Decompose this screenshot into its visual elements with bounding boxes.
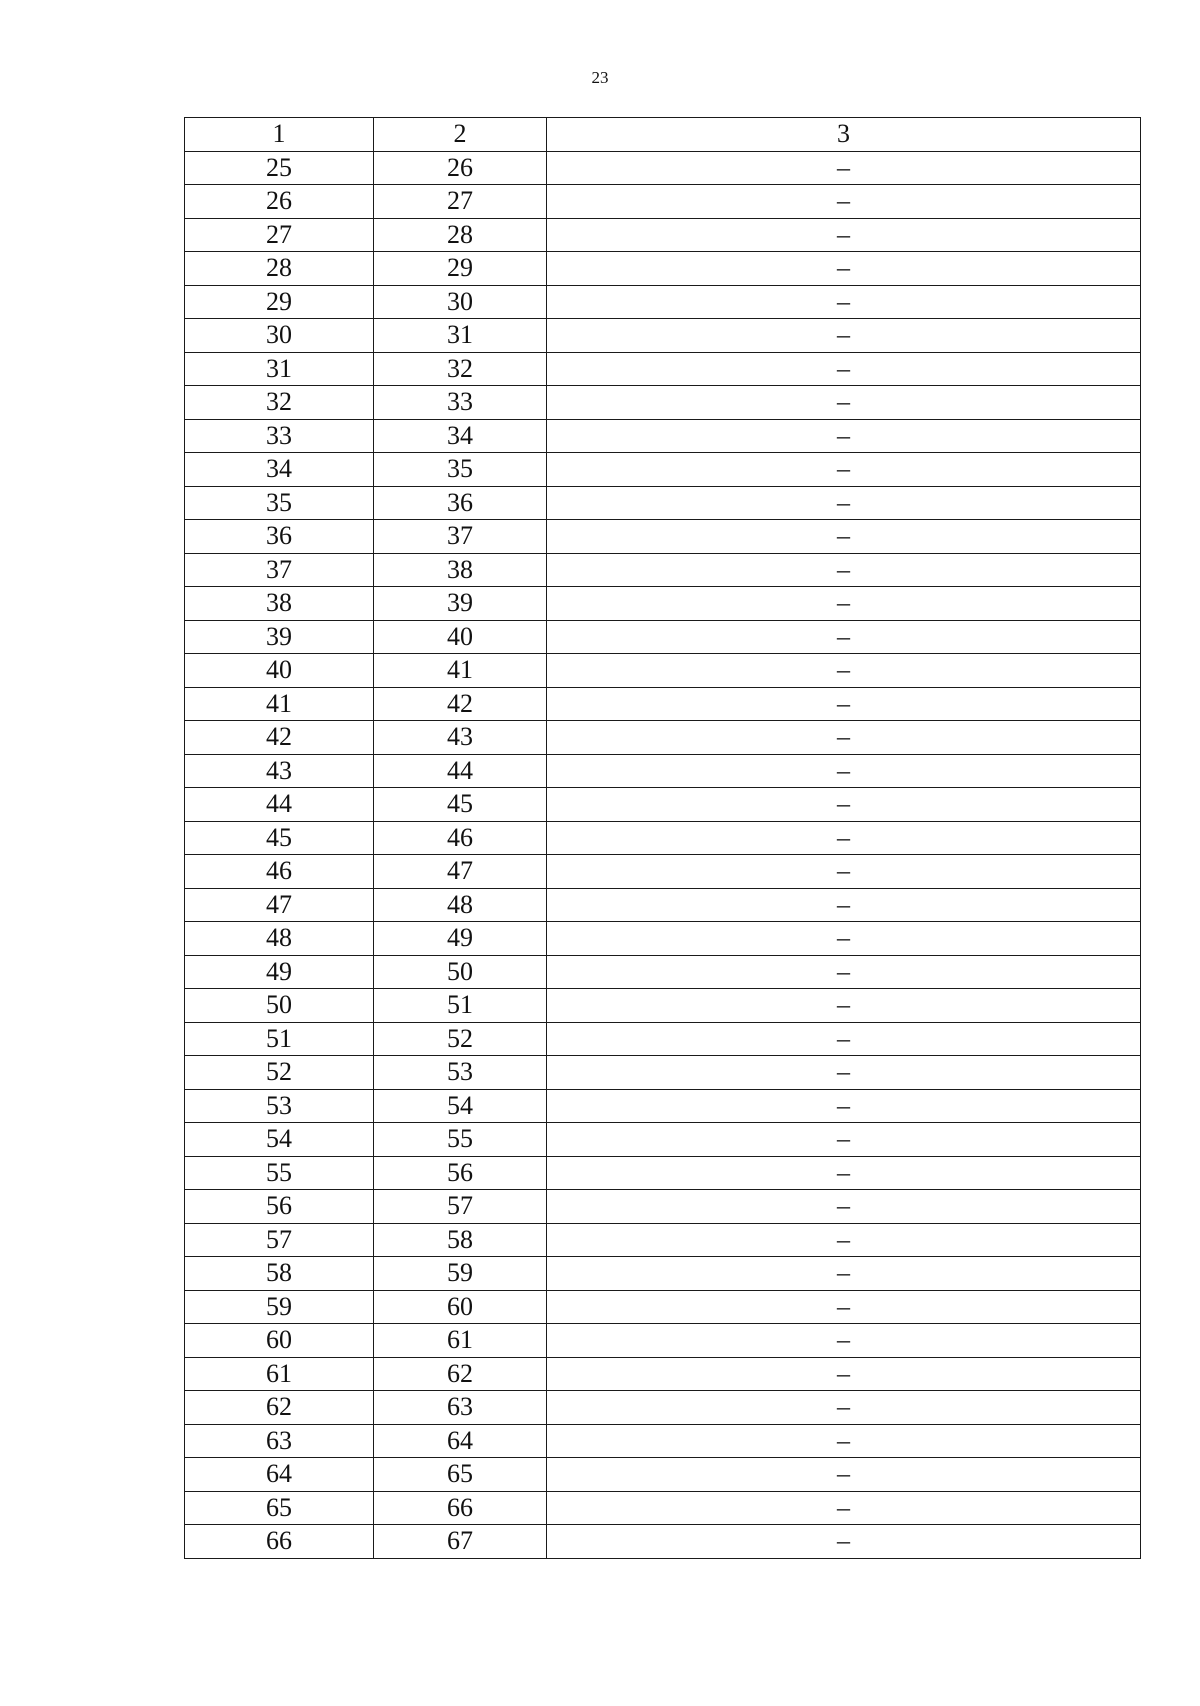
table-cell-col-2: 54 bbox=[374, 1089, 547, 1123]
table-cell-col-2: 42 bbox=[374, 687, 547, 721]
table-cell-col-3: – bbox=[547, 1391, 1141, 1425]
table-cell-col-1: 37 bbox=[185, 553, 374, 587]
table-cell-col-3: – bbox=[547, 1324, 1141, 1358]
table-row bbox=[185, 319, 1141, 353]
table-cell-col-2: 67 bbox=[374, 1525, 547, 1559]
table-row bbox=[185, 821, 1141, 855]
table-cell-col-1: 48 bbox=[185, 922, 374, 956]
table-row bbox=[185, 520, 1141, 554]
table-cell-col-3: – bbox=[547, 486, 1141, 520]
table-cell-col-1: 55 bbox=[185, 1156, 374, 1190]
table-cell-col-1: 36 bbox=[185, 520, 374, 554]
table-row bbox=[185, 151, 1141, 185]
table-body bbox=[185, 118, 1141, 1559]
table-cell-col-3: – bbox=[547, 721, 1141, 755]
table-cell-col-2: 49 bbox=[374, 922, 547, 956]
table-cell-col-3: – bbox=[547, 185, 1141, 219]
table-cell-col-3: – bbox=[547, 1458, 1141, 1492]
table-cell-col-1: 63 bbox=[185, 1424, 374, 1458]
table-cell-col-3: – bbox=[547, 788, 1141, 822]
table-row bbox=[185, 955, 1141, 989]
table-cell-col-1: 26 bbox=[185, 185, 374, 219]
table-row bbox=[185, 721, 1141, 755]
table-cell-col-2: 57 bbox=[374, 1190, 547, 1224]
table-cell-col-2: 48 bbox=[374, 888, 547, 922]
table-cell-col-3: – bbox=[547, 922, 1141, 956]
table-cell-col-2: 64 bbox=[374, 1424, 547, 1458]
table-cell-col-2: 59 bbox=[374, 1257, 547, 1291]
table-cell-col-3: – bbox=[547, 252, 1141, 286]
table-row bbox=[185, 855, 1141, 889]
table-row bbox=[185, 553, 1141, 587]
table-cell-col-1: 33 bbox=[185, 419, 374, 453]
page-number: 23 bbox=[591, 68, 609, 87]
table-cell-col-3: – bbox=[547, 587, 1141, 621]
table-cell-col-3: – bbox=[547, 821, 1141, 855]
table-cell-col-3: – bbox=[547, 386, 1141, 420]
table-row bbox=[185, 587, 1141, 621]
table-cell-col-1: 42 bbox=[185, 721, 374, 755]
table-cell-col-1: 51 bbox=[185, 1022, 374, 1056]
table-cell-col-1: 56 bbox=[185, 1190, 374, 1224]
table-cell-col-1: 28 bbox=[185, 252, 374, 286]
table-cell-col-3: – bbox=[547, 620, 1141, 654]
table-cell-col-3: – bbox=[547, 955, 1141, 989]
table-cell-col-1: 61 bbox=[185, 1357, 374, 1391]
table-cell-col-3: – bbox=[547, 687, 1141, 721]
table-cell-col-2: 50 bbox=[374, 955, 547, 989]
table-cell-col-2: 36 bbox=[374, 486, 547, 520]
table-row bbox=[185, 1324, 1141, 1358]
table-row bbox=[185, 1089, 1141, 1123]
table-cell-col-1: 34 bbox=[185, 453, 374, 487]
table-cell-col-3: – bbox=[547, 888, 1141, 922]
table-cell-col-1: 41 bbox=[185, 687, 374, 721]
table-cell-col-3: – bbox=[547, 1123, 1141, 1157]
table-cell-col-2: 62 bbox=[374, 1357, 547, 1391]
table-cell-col-3: – bbox=[547, 754, 1141, 788]
table-row bbox=[185, 1525, 1141, 1559]
table-cell-col-2: 38 bbox=[374, 553, 547, 587]
table-row bbox=[185, 922, 1141, 956]
table-cell-col-2: 41 bbox=[374, 654, 547, 688]
table-cell-col-3: – bbox=[547, 319, 1141, 353]
table-cell-col-3: – bbox=[547, 419, 1141, 453]
table-row bbox=[185, 285, 1141, 319]
table-cell-col-3: – bbox=[547, 1491, 1141, 1525]
table-cell-col-2: 58 bbox=[374, 1223, 547, 1257]
table-cell-col-2: 39 bbox=[374, 587, 547, 621]
table-cell-col-1: 62 bbox=[185, 1391, 374, 1425]
table-cell-col-3: – bbox=[547, 1022, 1141, 1056]
table-row bbox=[185, 486, 1141, 520]
table-row bbox=[185, 620, 1141, 654]
table-cell-col-2: 33 bbox=[374, 386, 547, 420]
table-cell-col-3: – bbox=[547, 285, 1141, 319]
table-cell-col-2: 66 bbox=[374, 1491, 547, 1525]
table-cell-col-3: – bbox=[547, 453, 1141, 487]
table-cell-col-3: – bbox=[547, 520, 1141, 554]
table-cell-col-3: – bbox=[547, 989, 1141, 1023]
table-cell-col-1: 29 bbox=[185, 285, 374, 319]
table-row bbox=[185, 1491, 1141, 1525]
table-cell-col-1: 32 bbox=[185, 386, 374, 420]
table-cell-col-1: 54 bbox=[185, 1123, 374, 1157]
table-cell-col-1: 59 bbox=[185, 1290, 374, 1324]
table-row bbox=[185, 989, 1141, 1023]
table-cell-col-1: 47 bbox=[185, 888, 374, 922]
table-cell-col-3: – bbox=[547, 1525, 1141, 1559]
table-cell-col-3: – bbox=[547, 1257, 1141, 1291]
table-cell-col-2: 35 bbox=[374, 453, 547, 487]
table-row bbox=[185, 654, 1141, 688]
table-cell-col-3: – bbox=[547, 654, 1141, 688]
table-cell-col-1: 45 bbox=[185, 821, 374, 855]
table-cell-col-3: – bbox=[547, 1156, 1141, 1190]
table-cell-col-2: 29 bbox=[374, 252, 547, 286]
table-cell-col-2: 37 bbox=[374, 520, 547, 554]
table-cell-col-1: 35 bbox=[185, 486, 374, 520]
table-cell-col-1: 49 bbox=[185, 955, 374, 989]
table-cell-col-3: – bbox=[547, 553, 1141, 587]
table-row bbox=[185, 352, 1141, 386]
table-row bbox=[185, 1424, 1141, 1458]
table-cell-col-3: – bbox=[547, 218, 1141, 252]
table-row bbox=[185, 419, 1141, 453]
table-cell-col-3: – bbox=[547, 352, 1141, 386]
table-cell-col-1: 66 bbox=[185, 1525, 374, 1559]
table-cell-col-3: – bbox=[547, 855, 1141, 889]
table-cell-col-1: 30 bbox=[185, 319, 374, 353]
table-row bbox=[185, 185, 1141, 219]
table-cell-col-1: 40 bbox=[185, 654, 374, 688]
table-cell-col-1: 64 bbox=[185, 1458, 374, 1492]
table-cell-col-1: 25 bbox=[185, 151, 374, 185]
table-cell-col-3: – bbox=[547, 1424, 1141, 1458]
table-row bbox=[185, 1056, 1141, 1090]
table-cell-col-1: 31 bbox=[185, 352, 374, 386]
table-cell-col-1: 53 bbox=[185, 1089, 374, 1123]
table-row bbox=[185, 1123, 1141, 1157]
table-cell-col-2: 40 bbox=[374, 620, 547, 654]
table-cell-col-1: 46 bbox=[185, 855, 374, 889]
table-cell-col-1: 43 bbox=[185, 754, 374, 788]
table-cell-col-1: 50 bbox=[185, 989, 374, 1023]
table-row bbox=[185, 788, 1141, 822]
table-cell-col-1: 38 bbox=[185, 587, 374, 621]
table-row bbox=[185, 1458, 1141, 1492]
table-row bbox=[185, 1156, 1141, 1190]
table-cell-col-3: – bbox=[547, 1223, 1141, 1257]
table-cell-col-2: 28 bbox=[374, 218, 547, 252]
table-cell-col-3: – bbox=[547, 1056, 1141, 1090]
header-cell-col-1: 1 bbox=[185, 118, 374, 152]
data-table bbox=[184, 117, 1141, 1559]
table-row bbox=[185, 218, 1141, 252]
table-cell-col-2: 32 bbox=[374, 352, 547, 386]
table-cell-col-1: 27 bbox=[185, 218, 374, 252]
table-cell-col-2: 52 bbox=[374, 1022, 547, 1056]
table-cell-col-2: 27 bbox=[374, 185, 547, 219]
table-cell-col-2: 45 bbox=[374, 788, 547, 822]
table-cell-col-2: 30 bbox=[374, 285, 547, 319]
table-row bbox=[185, 453, 1141, 487]
table-row bbox=[185, 1257, 1141, 1291]
table-cell-col-2: 43 bbox=[374, 721, 547, 755]
table-row bbox=[185, 754, 1141, 788]
table-cell-col-3: – bbox=[547, 1190, 1141, 1224]
table-cell-col-2: 44 bbox=[374, 754, 547, 788]
table-cell-col-1: 57 bbox=[185, 1223, 374, 1257]
table-cell-col-2: 26 bbox=[374, 151, 547, 185]
table-row bbox=[185, 1223, 1141, 1257]
table-cell-col-1: 39 bbox=[185, 620, 374, 654]
header-cell-col-2: 2 bbox=[374, 118, 547, 152]
table-row bbox=[185, 888, 1141, 922]
table-header-row bbox=[185, 118, 1141, 152]
table-cell-col-2: 46 bbox=[374, 821, 547, 855]
table-row bbox=[185, 1391, 1141, 1425]
table-cell-col-2: 65 bbox=[374, 1458, 547, 1492]
table-row bbox=[185, 252, 1141, 286]
table-row bbox=[185, 1357, 1141, 1391]
table-cell-col-2: 47 bbox=[374, 855, 547, 889]
table-cell-col-2: 51 bbox=[374, 989, 547, 1023]
table-row bbox=[185, 1190, 1141, 1224]
table-cell-col-3: – bbox=[547, 1089, 1141, 1123]
table-cell-col-2: 34 bbox=[374, 419, 547, 453]
table-row bbox=[185, 386, 1141, 420]
table-cell-col-2: 61 bbox=[374, 1324, 547, 1358]
table-row bbox=[185, 687, 1141, 721]
table-row bbox=[185, 1290, 1141, 1324]
table-cell-col-1: 58 bbox=[185, 1257, 374, 1291]
table-row bbox=[185, 1022, 1141, 1056]
table-cell-col-3: – bbox=[547, 151, 1141, 185]
table-cell-col-3: – bbox=[547, 1290, 1141, 1324]
table-cell-col-1: 52 bbox=[185, 1056, 374, 1090]
table-cell-col-2: 55 bbox=[374, 1123, 547, 1157]
table-cell-col-2: 53 bbox=[374, 1056, 547, 1090]
table-cell-col-2: 56 bbox=[374, 1156, 547, 1190]
table-cell-col-1: 44 bbox=[185, 788, 374, 822]
header-cell-col-3: 3 bbox=[547, 118, 1141, 152]
table-cell-col-1: 65 bbox=[185, 1491, 374, 1525]
table-cell-col-1: 60 bbox=[185, 1324, 374, 1358]
table-cell-col-2: 63 bbox=[374, 1391, 547, 1425]
table-cell-col-2: 31 bbox=[374, 319, 547, 353]
table-cell-col-3: – bbox=[547, 1357, 1141, 1391]
table-cell-col-2: 60 bbox=[374, 1290, 547, 1324]
